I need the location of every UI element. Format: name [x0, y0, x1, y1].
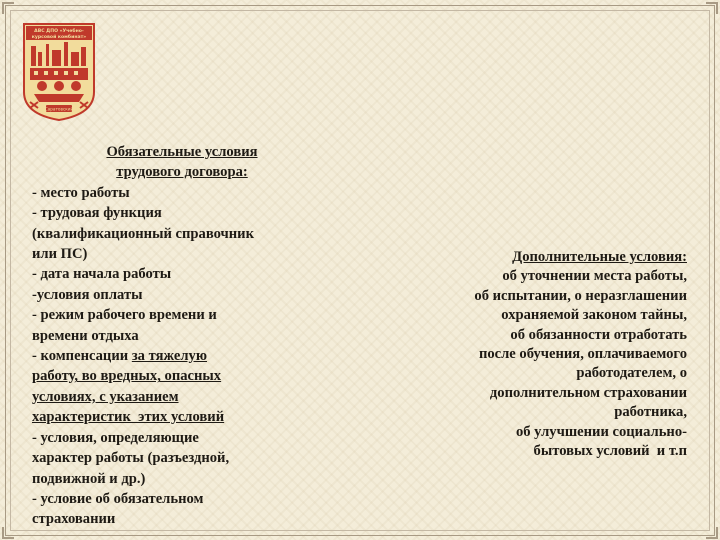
mandatory-conditions-title — [32, 142, 332, 183]
svg-text:АВС ДПО «Учебно-: АВС ДПО «Учебно- — [34, 29, 84, 34]
corner-ornament — [2, 2, 14, 14]
condition-line: страховании — [32, 511, 116, 528]
emblem-logo-icon — [22, 22, 96, 122]
condition-line: -условия оплаты — [32, 286, 143, 303]
condition-line: - место работы — [32, 184, 130, 201]
condition-line-underlined: условиях, с указанием — [32, 388, 179, 405]
additional-line: работника, — [614, 404, 687, 421]
title-line: трудового договора: — [116, 164, 248, 181]
additional-line: об испытании, о неразглашении — [474, 287, 687, 304]
additional-conditions-title: Дополнительные условия: — [512, 249, 687, 265]
condition-line: - условия, определяющие — [32, 429, 199, 446]
corner-ornament — [706, 2, 718, 14]
corner-ornament — [2, 527, 14, 539]
compensation-prefix: - компенсации — [32, 348, 132, 365]
condition-line-underlined: работу, во вредных, опасных — [32, 368, 222, 385]
additional-line: об обязанности отработать — [510, 326, 687, 343]
mandatory-conditions-block — [32, 142, 332, 530]
svg-text:курсовой комбинат»: курсовой комбинат» — [31, 35, 87, 40]
condition-line: подвижной и др.) — [32, 470, 146, 487]
additional-line: после обучения, оплачиваемого — [478, 346, 687, 363]
condition-line: или ПС) — [32, 246, 88, 263]
additional-line: об уточнении места работы, — [502, 268, 687, 285]
condition-line-underlined: характеристик этих условий — [32, 409, 225, 426]
corner-ornament — [706, 527, 718, 539]
title-line: Обязательные условия — [106, 144, 258, 160]
condition-line: - условие об обязательном — [32, 490, 204, 507]
additional-conditions-block — [384, 248, 687, 461]
compensation-underlined: за тяжелую — [131, 348, 207, 365]
compensation-line — [32, 346, 332, 366]
condition-line: (квалификационный справочник — [32, 225, 254, 242]
condition-line: - дата начала работы — [32, 266, 172, 283]
additional-line: работодателем, о — [576, 365, 687, 382]
additional-line: дополнительном страховании — [489, 384, 687, 401]
svg-text:(Саратовский): (Саратовский) — [43, 106, 75, 112]
additional-line: бытовых условий и т.п — [533, 443, 687, 460]
condition-line: характер работы (разъездной, — [32, 450, 230, 467]
additional-line: охраняемой законом тайны, — [501, 307, 687, 324]
condition-line: - режим рабочего времени и — [32, 307, 217, 324]
condition-line: - трудовая функция — [32, 205, 162, 222]
additional-line: об улучшении социально- — [515, 423, 687, 440]
condition-line: времени отдыха — [32, 327, 139, 344]
